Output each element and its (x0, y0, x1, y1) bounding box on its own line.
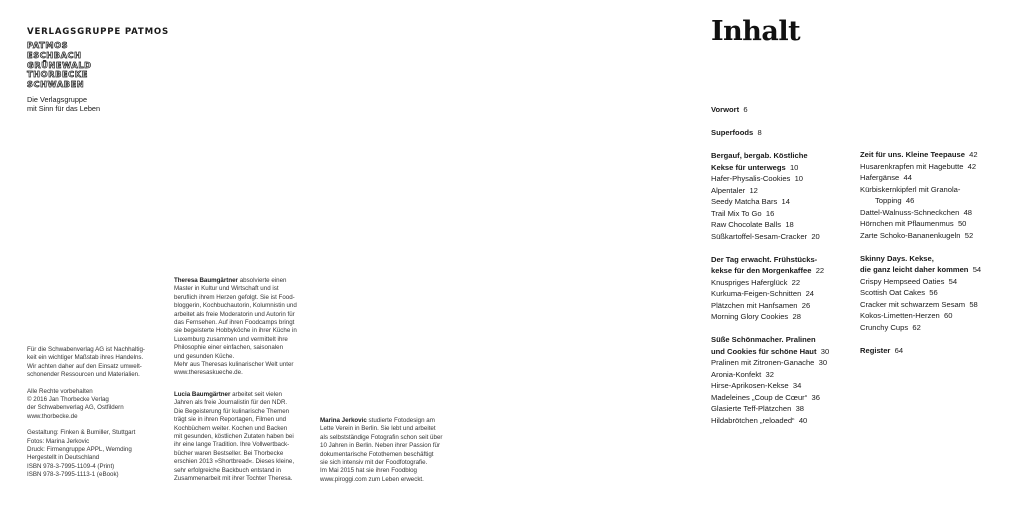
text-line: 10 Jahren in Berlin. Neben ihrer Passion für (320, 442, 441, 450)
text-line: arbeitet als freie Moderatorin und Autorin für (174, 310, 295, 318)
text-line: Im Mai 2015 hat sie ihren Foodblog (320, 467, 417, 475)
toc-chapter-heading[interactable] (860, 345, 1000, 357)
text-line: Master in Kultur und Wirtschaft und ist (174, 285, 279, 293)
author-name: Marina Jerkovic (320, 417, 367, 424)
text-line: Gestaltung: Finken & Bumiller, Stuttgart (27, 429, 136, 437)
tagline-line: mit Sinn für das Leben (27, 103, 101, 113)
toc-entry-title: Süßkartoffel-Sesam-Cracker (711, 231, 808, 241)
toc-entry-title: Hafer-Physalis-Cookies (711, 174, 791, 183)
toc-page-number: 46 (905, 196, 915, 205)
toc-entry-title: Crispy Hempseed Oaties (860, 276, 945, 286)
imprint-name: THORBECKE (27, 69, 88, 80)
text-span: absolvierte einen (237, 277, 287, 284)
sustainability-note (27, 346, 160, 380)
text-line: das Fernsehen. Auf ihren Foodcamps bringt (174, 319, 295, 327)
imprint-name: PATMOS (27, 40, 69, 50)
toc-page-number: 52 (964, 230, 974, 240)
toc-entry[interactable] (711, 277, 861, 289)
bio-lucia (174, 391, 312, 483)
toc-chapter-heading[interactable] (860, 264, 1000, 276)
text-line: trägt sie in ihren Reportagen, Filmen und (174, 416, 287, 424)
toc-page-number: 58 (969, 299, 978, 309)
text-line: Philosophie einer einfachen, saisonalen (174, 344, 284, 352)
toc-entry[interactable] (711, 231, 861, 243)
text-line: Alle Rechte vorbehalten (27, 387, 93, 395)
toc-entry[interactable] (711, 392, 861, 404)
text-line: erschien 2013 »Shortbread«. Dieses kleine, (174, 458, 295, 466)
author-name: Theresa Baumgärtner (174, 277, 238, 284)
toc-page-number: 12 (749, 185, 758, 195)
toc-page-number: 28 (792, 312, 801, 321)
toc-entry-title: Süße Schönmacher. Pralinen (711, 335, 816, 344)
bio-marina (320, 417, 460, 484)
toc-page-number: 50 (957, 219, 967, 228)
toc-entry[interactable] (711, 403, 861, 415)
toc-entry[interactable] (860, 299, 1000, 311)
toc-page-number: 26 (801, 300, 811, 310)
text-line: Luxemburg zusammen und vermittelt ihre (174, 335, 288, 343)
toc-entry[interactable] (711, 288, 861, 300)
toc-entry[interactable] (711, 300, 861, 312)
toc-chapter-heading[interactable] (711, 127, 861, 139)
toc-page-number: 8 (757, 128, 762, 137)
toc-entry-title: Knuspriges Haferglück (711, 277, 788, 287)
toc-page-number: 48 (963, 207, 973, 217)
toc-entry-title: Madeleines „Coup de Cœur“ (711, 392, 808, 402)
text-line: bücher waren Bestseller. Bei Thorbecke (174, 449, 284, 457)
toc-page-number: 22 (815, 266, 825, 275)
toc-page-number: 10 (794, 174, 804, 183)
toc-entry[interactable] (860, 195, 1000, 207)
toc-column-left (711, 104, 861, 426)
text-line: als selbstständige Fotografin schon seit über (320, 433, 443, 441)
text-line: Fotos: Marina Jerkovic (27, 437, 90, 445)
text-line: sie sich intensiv mit der Foodfotografie. (320, 459, 428, 467)
text-line: Druck: Firmengruppe APPL, Wemding (27, 446, 132, 454)
toc-spacer (711, 242, 861, 254)
toc-entry-title: Husarenkrapfen mit Hagebutte (860, 161, 964, 171)
rights-note (27, 388, 160, 422)
toc-entry-title: Trail Mix To Go (711, 208, 762, 218)
toc-entry[interactable] (860, 310, 1000, 322)
toc-entry[interactable] (860, 230, 1000, 242)
text-line: ISBN 978-3-7995-1113-1 (eBook) (27, 471, 119, 479)
toc-entry-title: Vorwort (711, 105, 740, 114)
toc-entry[interactable] (711, 369, 861, 381)
colophon (27, 346, 160, 480)
toc-entry-title: Aronia-Konfekt (711, 369, 762, 379)
text-line: Wir achten daher auf den Einsatz umwelt- (27, 362, 142, 370)
toc-entry[interactable] (711, 219, 861, 231)
toc-chapter-heading[interactable] (711, 150, 861, 162)
toc-page-number: 22 (791, 277, 801, 287)
toc-page-number: 30 (818, 358, 828, 367)
page-title: Inhalt (711, 16, 801, 47)
toc-entry-title: Der Tag erwacht. Frühstücks- (711, 254, 818, 264)
toc-entry-title: Alpentaler (711, 185, 746, 195)
toc-page-number: 42 (967, 161, 977, 171)
text-line: Lette Verein in Berlin. Sie lebt und arbeitet (320, 425, 436, 433)
imprint-name: SCHWABEN (27, 79, 85, 90)
toc-page-number: 64 (894, 345, 904, 355)
text-line: www.thorbecke.de (27, 412, 78, 420)
toc-entry-title: Register (860, 345, 891, 355)
text-line: Hergestellt in Deutschland (27, 454, 100, 462)
text-line: Die Begeisterung für kulinarische Themen (174, 407, 290, 415)
text-span: arbeitet seit vielen (230, 391, 282, 398)
text-line: ISBN 978-3-7995-1109-4 (Print) (27, 462, 115, 470)
toc-entry-title: Scottish Oat Cakes (860, 288, 925, 297)
toc-chapter-heading[interactable] (711, 104, 861, 116)
toc-entry-title: Zarte Schoko-Bananenkugeln (860, 230, 961, 240)
text-line: beruflich ihrem Herzen gefolgt. Sie ist Food- (174, 293, 295, 301)
author-name: Lucia Baumgärtner (174, 391, 231, 398)
toc-entry[interactable] (711, 357, 861, 369)
toc-page-number: 44 (903, 173, 912, 182)
toc-column-right (860, 149, 1000, 356)
toc-chapter-heading[interactable] (860, 253, 1000, 265)
toc-page-number: 14 (781, 197, 790, 206)
toc-entry-title: Kekse für unterwegs (711, 162, 786, 172)
toc-entry-title: Topping (875, 196, 902, 205)
toc-entry-title: Cracker mit schwarzem Sesam (860, 299, 966, 309)
text-line: www.piroggi.com zum Leben erweckt. (320, 475, 424, 483)
toc-entry[interactable] (860, 184, 1000, 196)
imprint-list (27, 41, 169, 90)
tagline-line: Die Verlagsgruppe (27, 94, 88, 104)
toc-entry-title: Hirse-Aprikosen-Kekse (711, 381, 789, 390)
toc-page-number: 40 (798, 415, 808, 425)
toc-entry-title: Superfoods (711, 128, 754, 137)
toc-entry-title: Glasierte Teff-Plätzchen (711, 404, 792, 413)
toc-entry-title: Raw Chocolate Balls (711, 220, 782, 229)
toc-entry-title: Kürbiskernkipferl mit Granola- (860, 184, 961, 194)
toc-chapter-heading[interactable] (711, 162, 861, 174)
text-line: Zusammenarbeit mit ihrer Tochter Theresa. (174, 475, 293, 483)
toc-page-number: 54 (948, 276, 958, 286)
publisher-tagline (27, 95, 169, 113)
toc-chapter-heading[interactable] (711, 334, 861, 346)
toc-entry[interactable] (711, 196, 861, 208)
text-line: bloggerin, Kochbuchautorin, Kolumnistin und (174, 302, 297, 310)
toc-entry[interactable] (860, 161, 1000, 173)
production-credits (27, 429, 160, 479)
text-line: und gesunden Küche. (174, 352, 235, 360)
toc-entry-title: Morning Glory Cookies (711, 312, 789, 321)
toc-entry[interactable] (711, 173, 861, 185)
toc-page-number: 54 (972, 265, 982, 274)
toc-page-number: 20 (811, 231, 820, 241)
toc-spacer (711, 323, 861, 335)
text-line: schonender Ressourcen und Materialien. (27, 371, 140, 379)
toc-entry-title: und Cookies für schöne Haut (711, 346, 817, 356)
toc-page-number: 10 (789, 162, 799, 172)
toc-spacer (860, 333, 1000, 345)
toc-page-number: 38 (795, 404, 805, 413)
text-line: keit ein wichtiger Maßstab ihres Handelns. (27, 354, 144, 362)
text-span: studierte Fotodesign am (366, 417, 435, 424)
toc-entry[interactable] (711, 185, 861, 197)
toc-chapter-heading[interactable] (711, 265, 861, 277)
toc-entry-title: Zeit für uns. Kleine Teepause (860, 150, 965, 159)
publisher-logo-block (27, 27, 169, 113)
text-line (320, 417, 460, 425)
toc-entry[interactable] (711, 380, 861, 392)
toc-entry[interactable] (860, 322, 1000, 334)
toc-page-number: 6 (743, 105, 748, 114)
text-line: Kochbüchern weiter. Kochen und Backen (174, 424, 288, 432)
toc-page-number: 18 (785, 220, 794, 229)
imprint-name: GRÜNEWALD (27, 59, 92, 70)
toc-page-number: 32 (765, 369, 774, 379)
toc-entry[interactable] (860, 276, 1000, 288)
text-line: mit gesunden, köstlichen Zutaten haben bei (174, 433, 294, 441)
text-line: sie begeisterte Hobbyköche in ihrer Küche in (174, 327, 297, 335)
toc-entry-title: Skinny Days. Kekse, (860, 253, 934, 263)
toc-spacer (711, 139, 861, 151)
toc-page-number: 56 (929, 288, 938, 297)
text-line: Für die Schwabenverlag AG ist Nachhaltig- (27, 346, 145, 353)
text-line: Jahren als freie Journalistin für den NDR. (174, 399, 288, 407)
toc-entry[interactable] (711, 311, 861, 323)
publisher-group-name: VERLAGSGRUPPE PATMOS (27, 27, 170, 37)
toc-entry-title: Kurkuma-Feigen-Schnitten (711, 289, 802, 298)
toc-entry[interactable] (860, 207, 1000, 219)
text-line: ihr eine lange Tradition. Ihre Vollwertback- (174, 441, 290, 449)
toc-entry-title: kekse für den Morgenkaffee (711, 266, 812, 275)
text-line: der Schwabenverlag AG, Ostfildern (27, 404, 124, 412)
toc-entry[interactable] (711, 415, 861, 427)
toc-entry-title: Seedy Matcha Bars (711, 197, 778, 206)
toc-entry-title: Hildabrötchen „reloaded“ (711, 415, 795, 425)
toc-entry-title: Dattel-Walnuss-Schneckchen (860, 207, 960, 217)
toc-chapter-heading[interactable] (711, 254, 861, 266)
text-line: © 2016 Jan Thorbecke Verlag (27, 396, 109, 404)
toc-chapter-heading[interactable] (711, 346, 861, 358)
toc-page-number: 62 (912, 322, 921, 332)
toc-entry[interactable] (860, 218, 1000, 230)
toc-spacer (860, 241, 1000, 253)
toc-entry[interactable] (860, 287, 1000, 299)
toc-entry-title: Hörnchen mit Pflaumenmus (860, 219, 954, 228)
toc-entry-title: Pralinen mit Zitronen-Ganache (711, 358, 815, 367)
right-page (510, 0, 1020, 510)
toc-page-number: 60 (944, 311, 953, 320)
text-line: Mehr aus Theresas kulinarischer Welt unter (174, 361, 294, 369)
text-line (174, 277, 312, 285)
toc-spacer (711, 116, 861, 128)
toc-page-number: 16 (765, 208, 775, 218)
bio-theresa (174, 277, 312, 378)
text-line (174, 391, 312, 399)
toc-page-number: 42 (969, 150, 978, 159)
toc-entry-title: Crunchy Cups (860, 322, 909, 332)
text-line: sehr erfolgreiche Backbuch entstand in (174, 466, 281, 474)
toc-entry-title: Kokos-Limetten-Herzen (860, 311, 940, 320)
text-line: www.theresaskueche.de. (174, 369, 243, 377)
toc-entry-title: Plätzchen mit Hanfsamen (711, 300, 798, 310)
toc-page-number: 24 (805, 289, 815, 298)
toc-chapter-heading[interactable] (860, 149, 1000, 161)
toc-entry-title: Bergauf, bergab. Köstliche (711, 151, 808, 160)
toc-page-number: 30 (820, 346, 830, 356)
toc-entry-title: die ganz leicht daher kommen (860, 265, 969, 274)
toc-entry[interactable] (860, 172, 1000, 184)
toc-page-number: 34 (792, 381, 802, 390)
toc-entry[interactable] (711, 208, 861, 220)
toc-entry-title: Hafergänse (860, 173, 900, 182)
text-line: dokumentarische Fotothemen beschäftigt (320, 450, 434, 458)
imprint-name: ESCHBACH (27, 49, 82, 60)
toc-page-number: 36 (811, 392, 820, 402)
